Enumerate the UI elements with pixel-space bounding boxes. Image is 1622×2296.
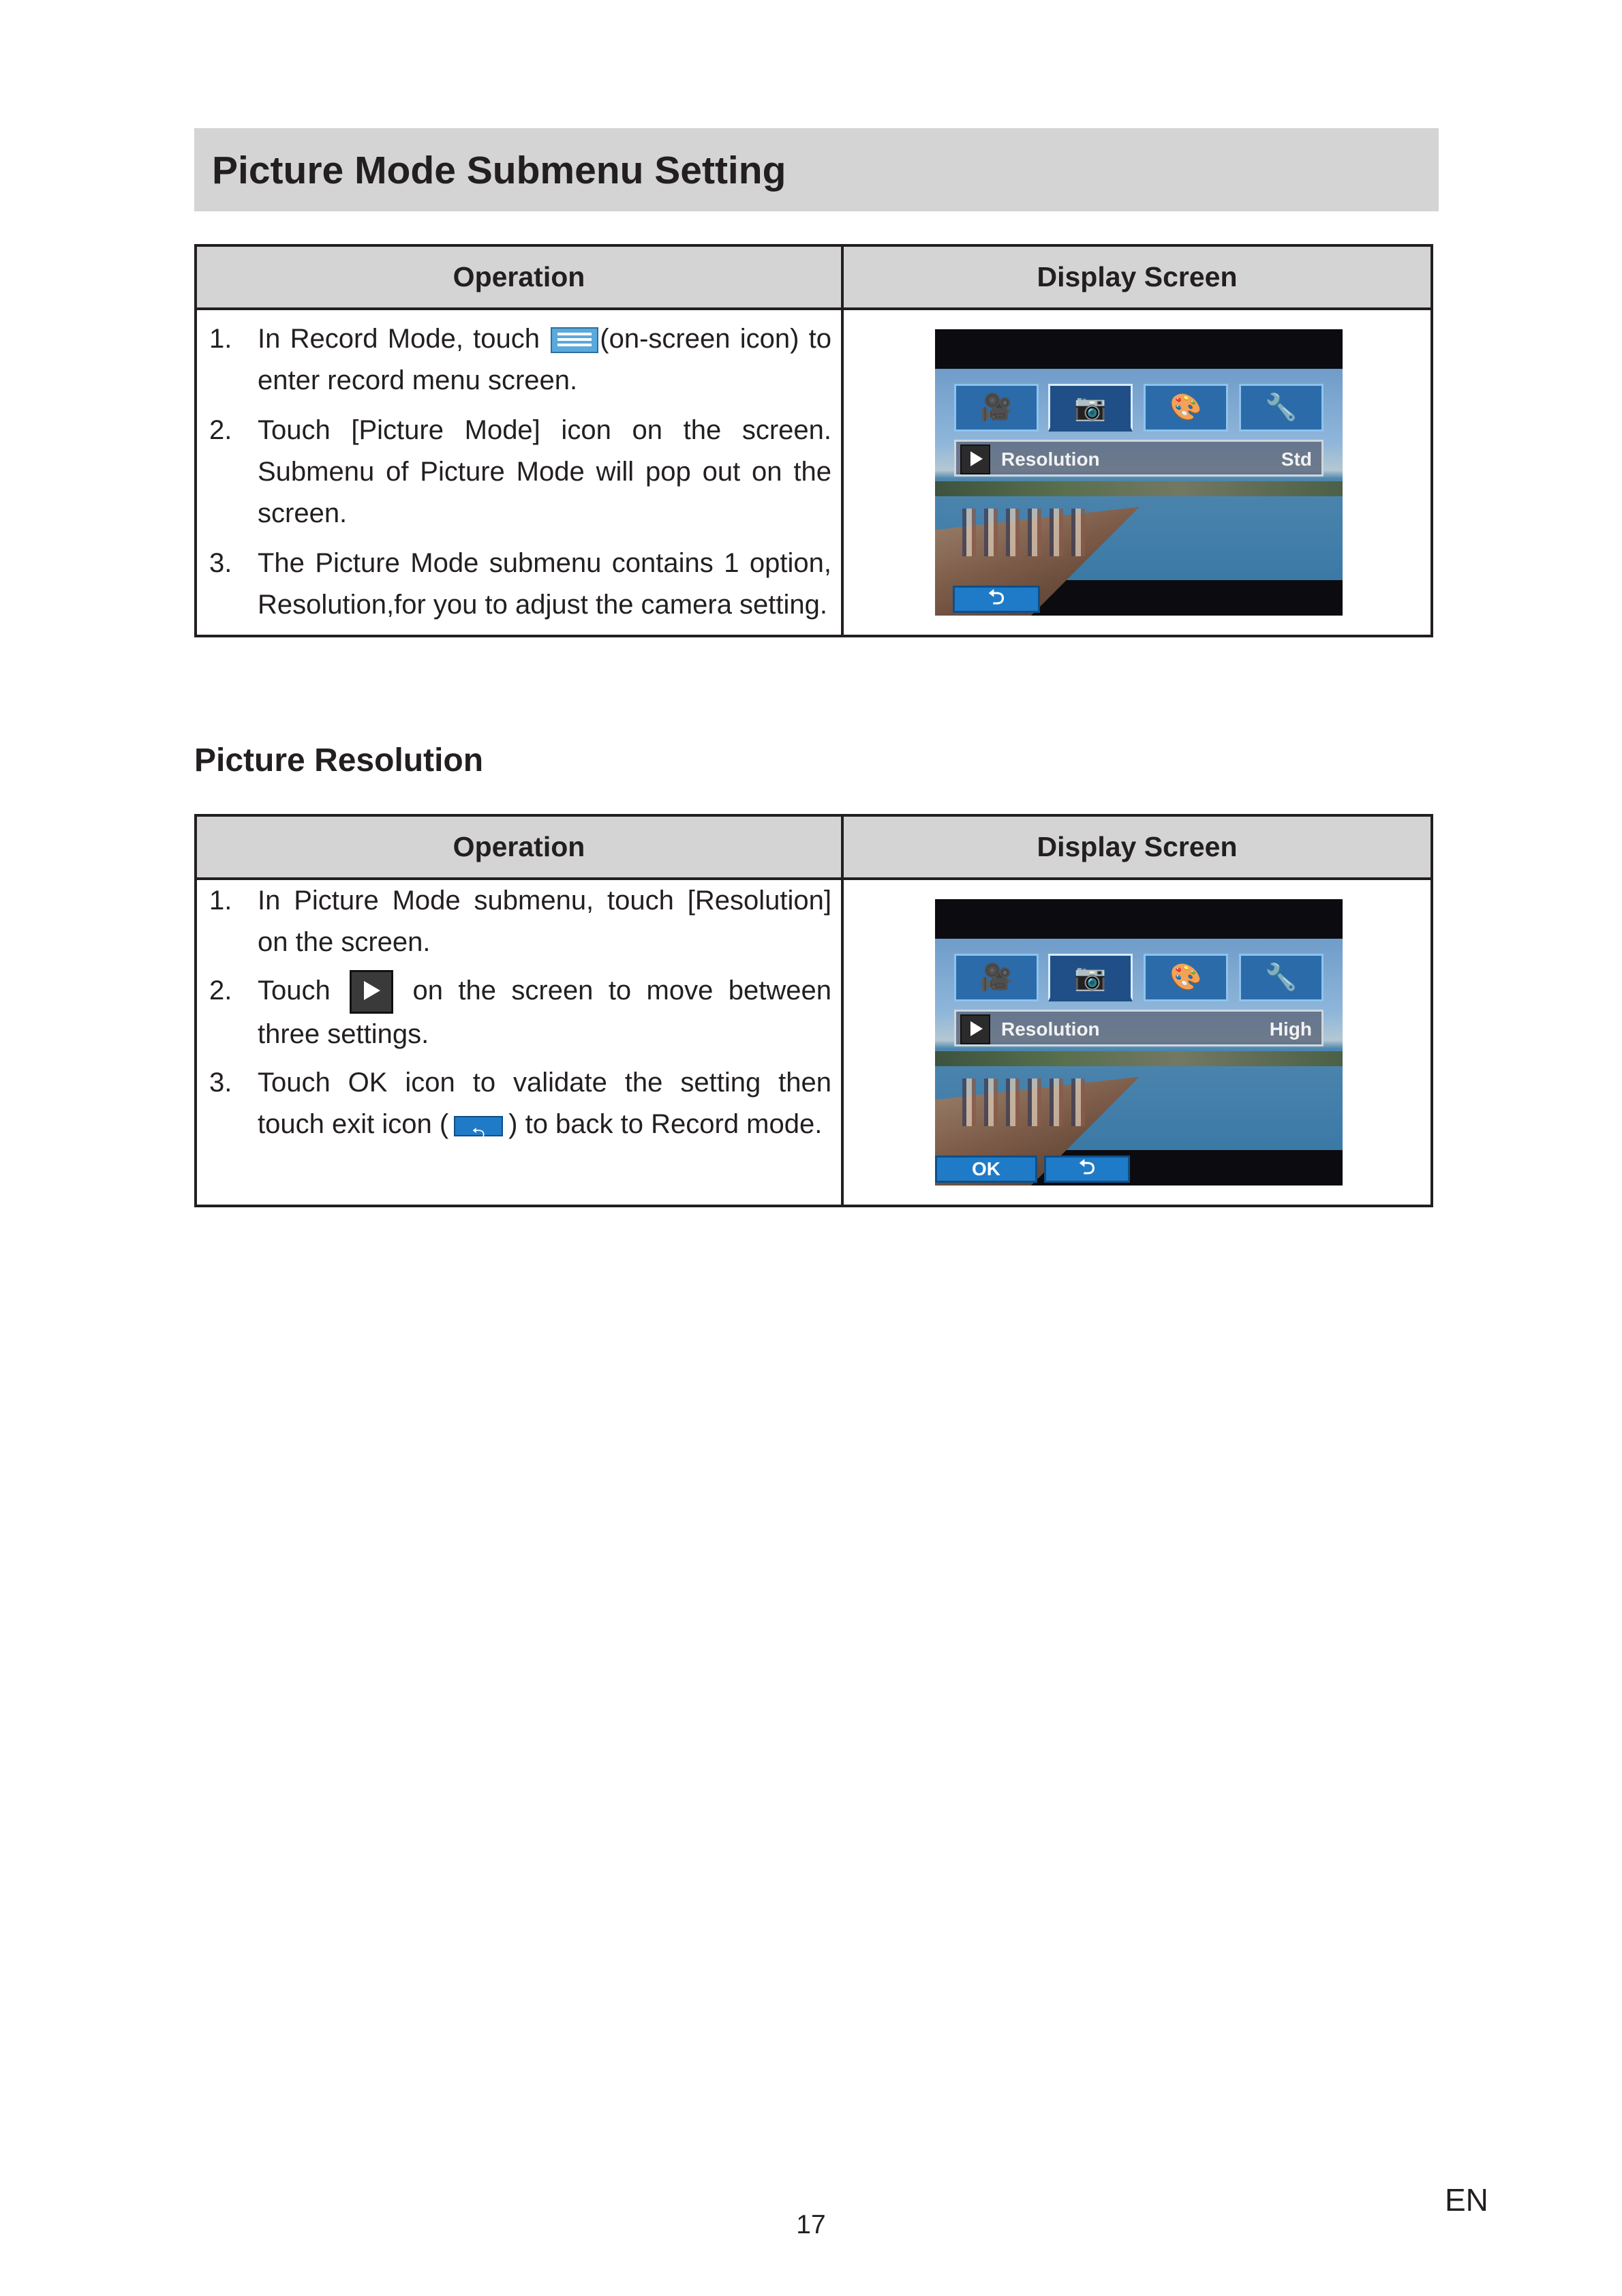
step-text: In Record Mode, touch [258,324,550,354]
operation-steps-cell [196,879,842,1206]
play-arrow-icon[interactable] [960,444,990,474]
language-code: EN [1445,2182,1488,2218]
palette-icon[interactable]: 🎨 [1144,954,1228,1001]
option-label: Resolution [1001,449,1100,470]
operation-table-1 [194,244,1433,637]
menu-tab-bar [954,954,1323,1006]
menu-list-icon [551,327,598,353]
operation-header: Operation [196,245,842,309]
option-value: Std [1281,449,1312,470]
display-screen-header: Display Screen [842,815,1432,879]
resolution-option-row[interactable] [954,1010,1323,1046]
steps-list [197,880,841,1145]
camera-icon[interactable]: 📷 [1048,384,1133,432]
option-label: Resolution [1001,1018,1100,1040]
step-text: In Picture Mode submenu, touch [Resolution] on the screen. [258,886,831,957]
step-number: 3. [209,548,232,578]
step-item [197,880,841,963]
operation-header: Operation [196,815,842,879]
step-number: 1. [209,886,232,916]
operation-table-2 [194,814,1433,1207]
section-subtitle: Picture Resolution [194,742,484,779]
step-item [197,318,841,402]
step-item [197,1062,841,1145]
step-number: 2. [209,415,232,445]
resolution-option-row[interactable] [954,440,1323,477]
step-item [197,410,841,534]
return-arrow-icon[interactable]: ⮌ [953,586,1040,613]
step-item [197,970,841,1055]
step-text: on the screen to move between three settings. [258,976,831,1050]
option-value: High [1269,1018,1312,1040]
step-number: 1. [209,324,232,354]
exit-icon [454,1116,503,1136]
camera-icon[interactable]: 📷 [1048,954,1133,1001]
section-title-bar [194,128,1439,211]
page-number: 17 [796,2210,826,2239]
camera-screen [935,329,1343,616]
palette-icon[interactable]: 🎨 [1144,384,1228,432]
return-arrow-icon[interactable]: ⮌ [1044,1155,1130,1183]
step-number: 3. [209,1068,232,1098]
step-text: Touch [258,976,346,1006]
step-text: The Picture Mode submenu contains 1 option, Resolution,for you to adjust the camera setting. [258,548,831,620]
page-title: Picture Mode Submenu Setting [212,149,786,192]
tools-icon[interactable]: 🔧 [1239,954,1323,1001]
tools-icon[interactable]: 🔧 [1239,384,1323,432]
display-screen-cell [842,879,1432,1206]
operation-steps-cell [196,309,842,636]
play-arrow-icon[interactable] [960,1014,990,1044]
step-number: 2. [209,976,232,1006]
play-arrow-icon [350,970,393,1014]
display-screen-header: Display Screen [842,245,1432,309]
camera-screen [935,899,1343,1185]
steps-list [197,310,841,626]
step-text: Touch OK icon to validate the setting then touch exit icon ( [258,1068,831,1140]
menu-tab-bar [954,384,1323,436]
step-text: (on-screen icon) to enter record menu screen. [258,324,832,395]
ok-button[interactable]: OK [935,1155,1037,1183]
step-text: ) to back to Record mode. [508,1109,823,1140]
display-screen-cell [842,309,1432,636]
video-icon[interactable]: 🎥 [954,954,1039,1001]
step-text: Touch [Picture Mode] icon on the screen. Submenu of Picture Mode will pop out on the screen. [258,415,831,528]
video-icon[interactable]: 🎥 [954,384,1039,432]
step-item [197,543,841,626]
